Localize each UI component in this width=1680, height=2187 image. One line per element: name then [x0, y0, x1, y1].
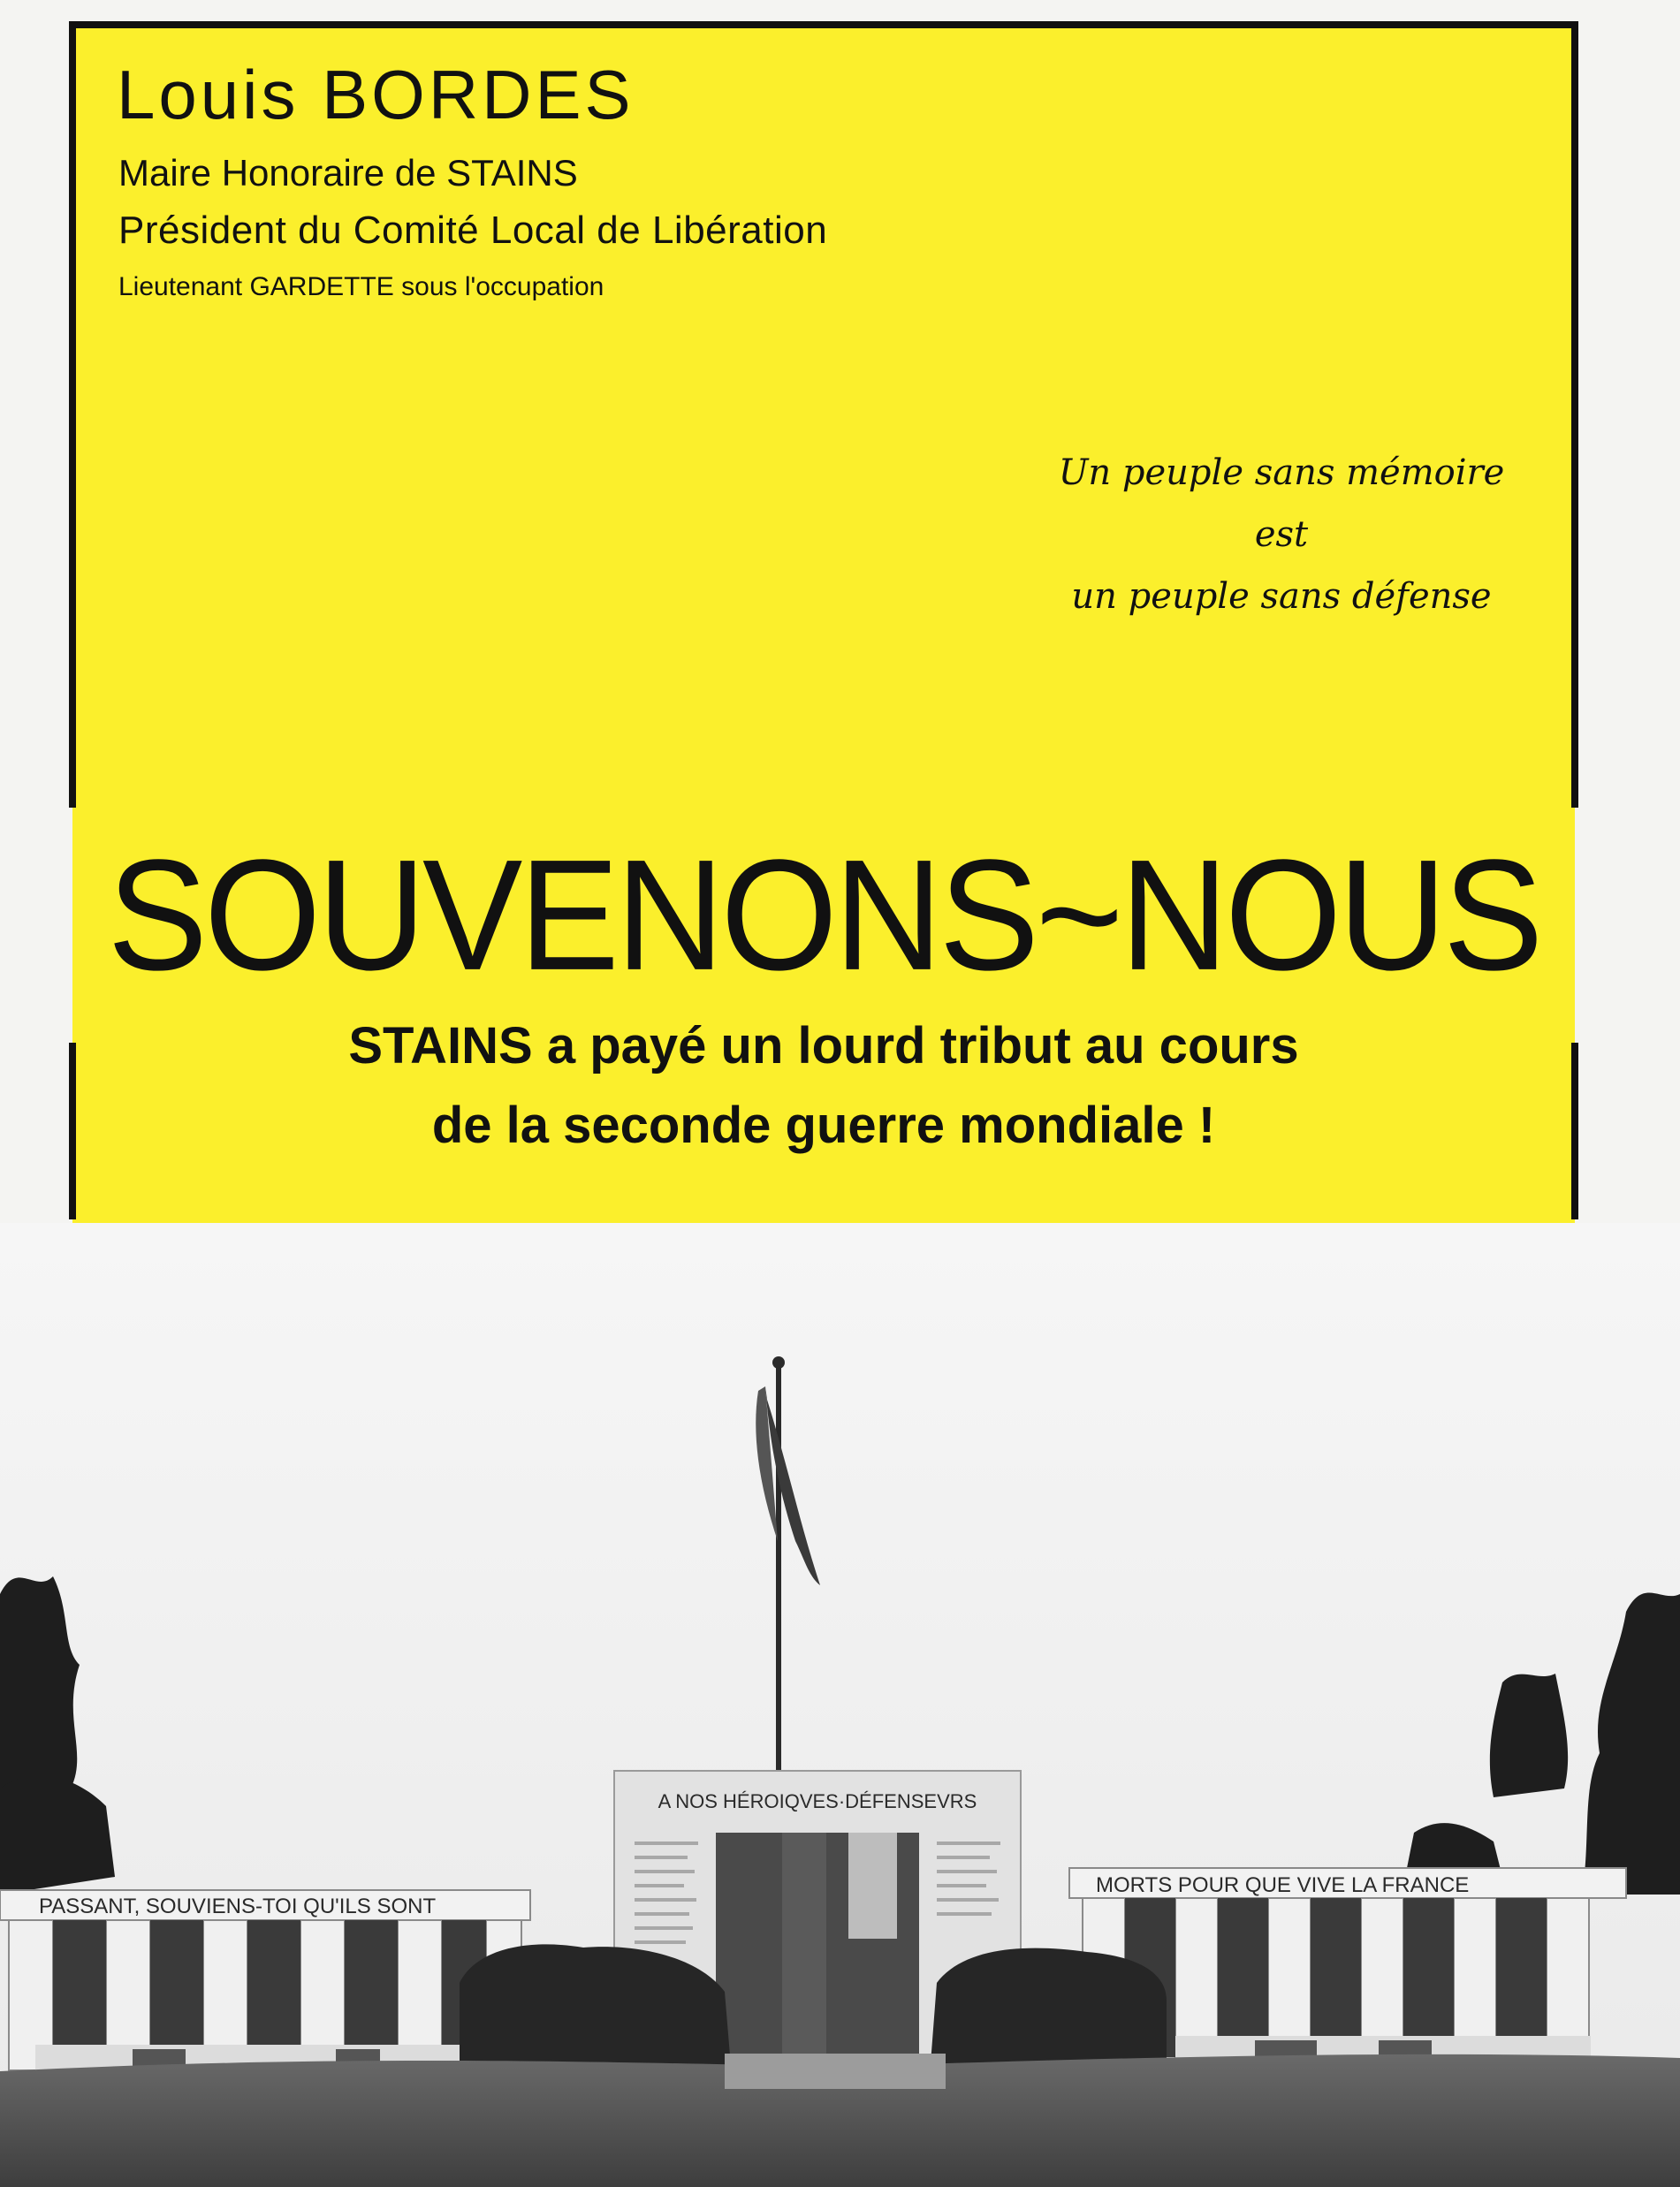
quote-line-1: Un peuple sans mémoire [1058, 452, 1505, 493]
subtitle-line-2: de la seconde guerre mondiale ! [431, 1097, 1216, 1154]
frame-top-rule [72, 21, 1577, 28]
quote-line-2: est [1254, 514, 1309, 555]
margin-left [0, 808, 72, 1043]
steps [725, 2054, 946, 2089]
right-inscription: MORTS POUR QUE VIVE LA FRANCE [1096, 1873, 1470, 1897]
left-inscription: PASSANT, SOUVIENS-TOI QU'ILS SONT [39, 1895, 437, 1918]
memorial-photo [0, 1223, 1680, 2187]
book-title: SOUVENONS~NOUS [107, 827, 1540, 1004]
author-title-mayor: Maire Honoraire de STAINS [118, 152, 578, 194]
author-name: Louis BORDES [117, 56, 635, 133]
author-title-lieutenant: Lieutenant GARDETTE sous l'occupation [118, 272, 604, 301]
frame-right-rule [1571, 21, 1578, 808]
subtitle-line-1: STAINS a payé un lourd tribut au cours [348, 1017, 1299, 1075]
epigraph-quote [1016, 442, 1547, 627]
frame-left-rule [69, 21, 76, 808]
quote-line-3: un peuple sans défense [1071, 576, 1492, 617]
margin-right [1578, 808, 1680, 1043]
author-title-president: Président du Comité Local de Libération [118, 209, 828, 252]
center-inscription: A NOS HÉROIQVES·DÉFENSEVRS [658, 1790, 977, 1812]
